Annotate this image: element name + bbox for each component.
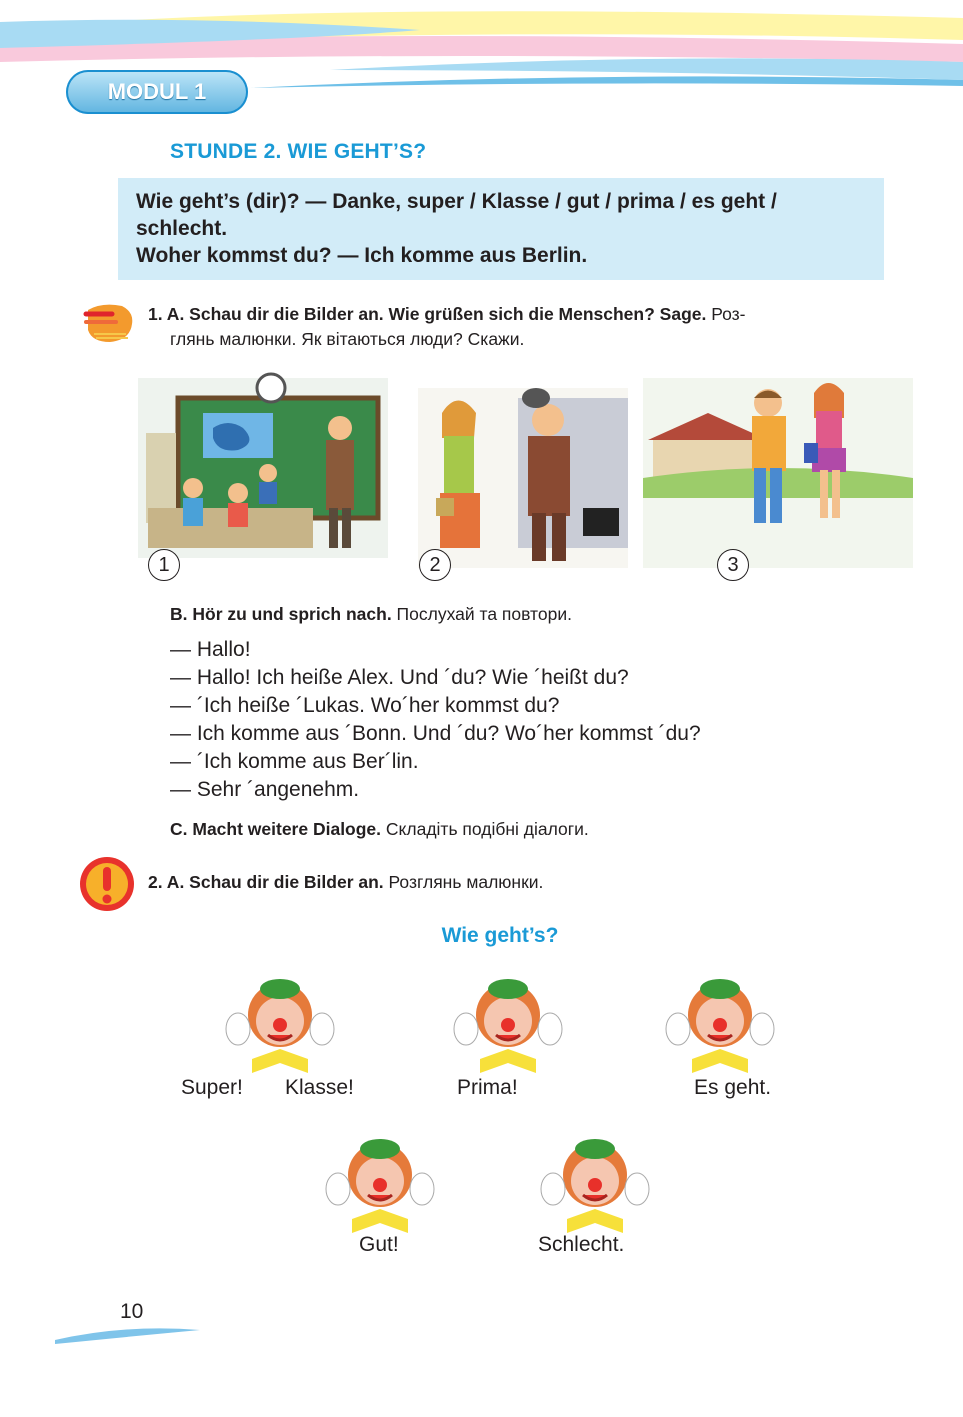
task2-a-heading: 2. A. Schau dir die Bilder an. <box>148 872 384 892</box>
mood-label: Super! <box>181 1076 243 1099</box>
classroom-scene <box>138 374 388 558</box>
task1-b-translation: Послухай та повтори. <box>391 604 572 624</box>
dialog-line: — Hallo! <box>170 638 251 661</box>
greeting-illustrations <box>128 358 913 588</box>
key-phrases-box <box>118 178 884 280</box>
adults-scene <box>418 388 628 568</box>
dialog <box>170 636 701 804</box>
dialog-line: — ´Ich komme aus Ber´lin. <box>170 750 419 773</box>
clown-super-klasse <box>226 979 334 1073</box>
task1-a-translation: Роз- <box>706 304 746 324</box>
footer-decoration <box>55 1322 205 1348</box>
clown-es-geht <box>666 979 774 1073</box>
mood-label: Gut! <box>359 1233 399 1256</box>
picture-number-2: 2 <box>419 549 451 581</box>
mood-label: Klasse! <box>285 1076 354 1099</box>
lesson-title: STUNDE 2. WIE GEHT’S? <box>170 140 427 163</box>
exclamation-icon <box>78 855 136 913</box>
picture-number-1: 1 <box>148 549 180 581</box>
phrase-line: Wie geht’s (dir)? — Danke, super / Klasse / gut / prima / es geht / <box>136 190 777 213</box>
speech-hand-icon <box>82 300 138 346</box>
task1-a-heading: 1. A. Schau dir die Bilder an. Wie grüßen sich die Menschen? Sage. <box>148 304 707 324</box>
clown-schlecht <box>541 1139 649 1233</box>
task2-instruction <box>148 870 543 895</box>
mood-label: Schlecht. <box>538 1233 625 1256</box>
task1-c-translation: Складіть подібні діалоги. <box>381 819 589 839</box>
task1-c-instruction <box>170 817 589 842</box>
page-number: 10 <box>120 1300 144 1323</box>
dialog-line: — Hallo! Ich heiße Alex. Und ´du? Wie ´heißt du? <box>170 666 629 689</box>
phrase-line: Woher kommst du? — Ich komme aus Berlin. <box>136 244 588 267</box>
picture-number-3: 3 <box>717 549 749 581</box>
task2-subtitle: Wie geht’s? <box>441 924 559 947</box>
kids-outdoor-scene <box>643 378 913 568</box>
task1-instruction <box>148 302 888 327</box>
phrase-line: schlecht. <box>136 217 228 240</box>
dialog-line: — ´Ich heiße ´Lukas. Wo´her kommst du? <box>170 694 560 717</box>
module-badge-label: MODUL 1 <box>107 79 207 104</box>
mood-label: Prima! <box>457 1076 518 1099</box>
clown-gut <box>326 1139 434 1233</box>
task2-a-translation: Розглянь малюнки. <box>383 872 544 892</box>
clown-illustrations <box>100 960 830 1240</box>
dialog-line: — Sehr ´angenehm. <box>170 778 360 801</box>
task1-b-heading: B. Hör zu und sprich nach. <box>170 604 392 624</box>
task1-c-heading: C. Macht weitere Dialoge. <box>170 819 382 839</box>
dialog-line: — Ich komme aus ´Bonn. Und ´du? Wo´her kommst ´du? <box>170 722 701 745</box>
task1-b-instruction <box>170 602 572 627</box>
mood-label: Es geht. <box>694 1076 772 1099</box>
module-badge <box>66 70 248 114</box>
clown-prima <box>454 979 562 1073</box>
task1-translation-line: глянь малюнки. Як вітаються люди? Скажи. <box>170 329 525 349</box>
